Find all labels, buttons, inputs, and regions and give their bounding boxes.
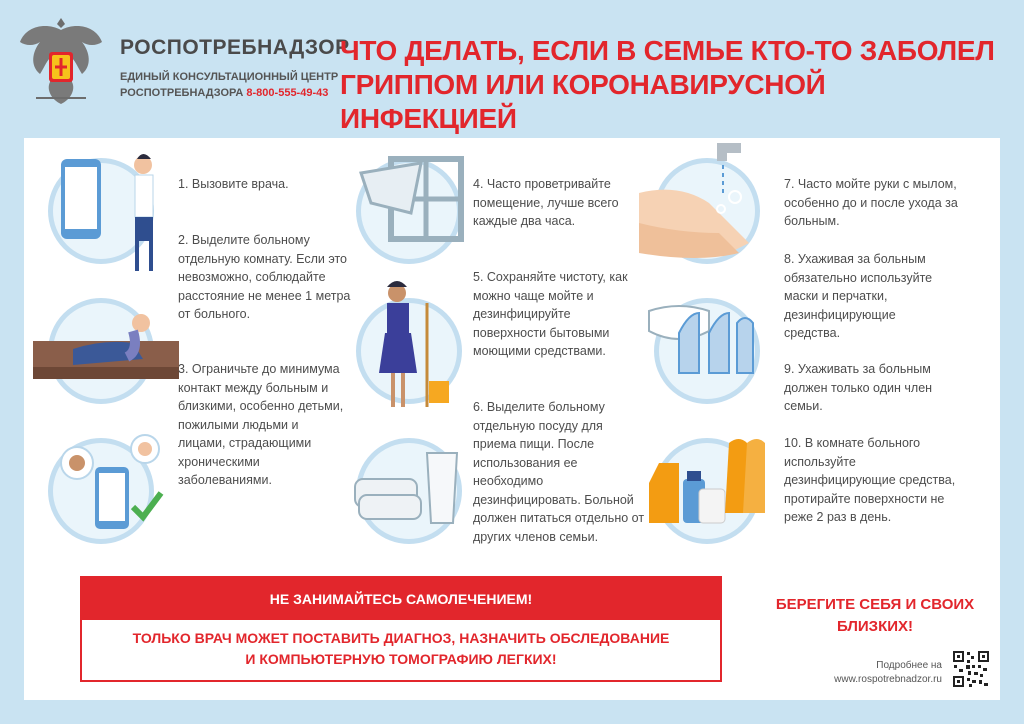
open-window-icon bbox=[356, 158, 462, 264]
warning-heading: НЕ ЗАНИМАЙТЕСЬ САМОЛЕЧЕНИЕМ! bbox=[82, 578, 720, 620]
list-item: 9. Ухаживать за больным должен только один член семьи. bbox=[784, 362, 933, 413]
page-title-line-1: ЧТО ДЕЛАТЬ, ЕСЛИ В СЕМЬЕ КТО-ТО ЗАБОЛЕЛ bbox=[340, 35, 995, 66]
mask-gloves-icon bbox=[654, 298, 760, 404]
more-info bbox=[800, 659, 942, 687]
qr-code-icon[interactable] bbox=[952, 650, 990, 688]
care-line-2: БЛИЗКИХ! bbox=[836, 618, 914, 635]
list-item: 2. Выделите больному отдельную комнату. Если это невозможно, соблюдайте расстояние не менее 1 метра от больного. bbox=[178, 233, 351, 321]
list-item: 3. Ограничьте до минимума контакт между больным и близкими, особенно детьми, пожилыми людьми и лицами, страдающими хроническими заболеваниями. bbox=[178, 362, 344, 487]
list-item: 7. Часто мойте руки с мылом, особенно до и после ухода за больным. bbox=[784, 177, 958, 228]
sick-person-sofa-icon bbox=[48, 298, 154, 404]
hotline-phone[interactable]: 8-800-555-49-43 bbox=[246, 87, 329, 99]
warning-text bbox=[82, 628, 720, 670]
list-item: 6. Выделите больному отдельную посуду для приема пищи. После использования ее необходимо дезинфицировать. Больной должен питаться отдельно от других членов семьи. bbox=[473, 400, 645, 544]
org-subtitle-name: РОСПОТРЕБНАДЗОРА bbox=[120, 87, 244, 99]
list-item: 10. В комнате больного используйте дезинфицирующие средства, протирайте поверхности не реже 2 раз в день. bbox=[784, 436, 956, 524]
list-item: 1. Вызовите врача. bbox=[178, 177, 289, 191]
website-link[interactable]: www.rospotrebnadzor.ru bbox=[834, 674, 942, 685]
emblem-icon bbox=[16, 12, 106, 110]
list-item: 5. Сохраняйте чистоту, как можно чаще мойте и дезинфицируйте поверхности бытовыми моющими средствами. bbox=[473, 270, 628, 358]
org-subtitle: ЕДИНЫЙ КОНСУЛЬТАЦИОННЫЙ ЦЕНТР bbox=[120, 71, 339, 83]
more-label: Подробнее на bbox=[876, 660, 942, 671]
warning-box bbox=[80, 576, 722, 682]
disinfectant-icon bbox=[654, 438, 760, 544]
page-title-line-2: ГРИППОМ ИЛИ КОРОНАВИРУСНОЙ ИНФЕКЦИЕЙ bbox=[340, 69, 826, 134]
dishes-icon bbox=[356, 438, 462, 544]
list-item: 8. Ухаживая за больным обязательно используйте маски и перчатки, дезинфицирующие средства. bbox=[784, 252, 933, 340]
page-title bbox=[340, 34, 1000, 136]
care-message bbox=[760, 594, 990, 638]
org-name: РОСПОТРЕБНАДЗОР bbox=[120, 36, 350, 59]
org-subtitle-phone bbox=[120, 87, 328, 99]
video-call-icon bbox=[48, 438, 154, 544]
warning-line-2: И КОМПЬЮТЕРНУЮ ТОМОГРАФИЮ ЛЕГКИХ! bbox=[245, 651, 557, 667]
hand-washing-icon bbox=[654, 158, 760, 264]
care-line-1: БЕРЕГИТЕ СЕБЯ И СВОИХ bbox=[775, 596, 975, 613]
warning-line-1: ТОЛЬКО ВРАЧ МОЖЕТ ПОСТАВИТЬ ДИАГНОЗ, НАЗНАЧИТЬ ОБСЛЕДОВАНИЕ bbox=[132, 630, 670, 646]
cleaning-woman-icon bbox=[356, 298, 462, 404]
list-item: 4. Часто проветривайте помещение, лучше всего каждые два часа. bbox=[473, 177, 619, 228]
phone-doctor-icon bbox=[48, 158, 154, 264]
